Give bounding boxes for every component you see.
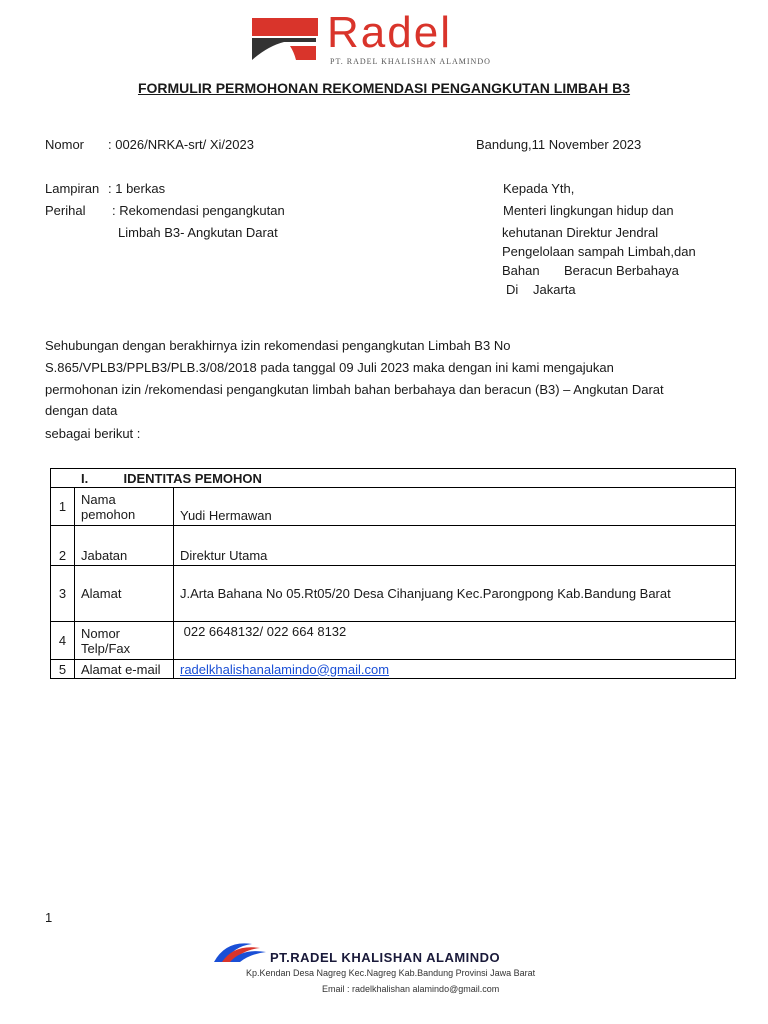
- table-row: [51, 622, 736, 660]
- recipient-line-3: kehutanan Direktur Jendral: [502, 225, 659, 240]
- row-number: 3: [51, 566, 75, 622]
- row-number: 4: [51, 622, 75, 660]
- row-label-line-2: Telp/Fax: [81, 640, 131, 656]
- identity-table: [50, 468, 736, 679]
- row-label: [75, 622, 174, 660]
- logo-subtitle: PT. RADEL KHALISHAN ALAMINDO: [330, 57, 491, 66]
- lampiran-label: Lampiran: [45, 181, 100, 196]
- company-logo: [250, 8, 520, 66]
- row-number: 1: [51, 488, 75, 526]
- table-row: [51, 488, 736, 526]
- recipient-line-5a: Bahan: [502, 263, 540, 278]
- section-title: IDENTITAS PEMOHON: [123, 470, 262, 486]
- recipient-line-4: Pengelolaan sampah Limbah,dan: [502, 244, 696, 259]
- row-label-line-1: Nomor: [81, 625, 121, 641]
- table-row: [51, 660, 736, 679]
- nomor-value: : 0026/NRKA-srt/ Xi/2023: [108, 137, 254, 152]
- row-label-line-1: Nama: [81, 491, 116, 507]
- recipient-line-5b: Beracun Berbahaya: [564, 263, 679, 278]
- logo-mark-icon: [250, 16, 322, 64]
- page-number: 1: [45, 910, 53, 925]
- nomor-label: Nomor: [45, 137, 85, 152]
- footer-email: Email : radelkhalishan alamindo@gmail.com: [322, 984, 500, 994]
- row-value: J.Arta Bahana No 05.Rt05/20 Desa Cihanjuang Kec.Parongpong Kab.Bandung Barat: [174, 566, 736, 622]
- place-date: Bandung,11 November 2023: [476, 137, 642, 152]
- lampiran-value: : 1 berkas: [108, 181, 166, 196]
- row-number: 5: [51, 660, 75, 679]
- section-number: I.: [81, 470, 89, 486]
- row-value: Direktur Utama: [174, 526, 736, 566]
- row-label: Alamat: [75, 566, 174, 622]
- recipient-line-1: Kepada Yth,: [503, 181, 575, 196]
- recipient-line-2: Menteri lingkungan hidup dan: [503, 203, 674, 218]
- perihal-label: Perihal: [45, 203, 86, 218]
- row-label: [75, 488, 174, 526]
- footer-address: Kp.Kendan Desa Nagreg Kec.Nagreg Kab.Bandung Provinsi Jawa Barat: [246, 968, 536, 978]
- body-line-2: S.865/VPLB3/PPLB3/PLB.3/08/2018 pada tanggal 09 Juli 2023 maka dengan ini kami mengajukan: [45, 360, 614, 375]
- table-row: [51, 566, 736, 622]
- footer-company-name: PT.RADEL KHALISHAN ALAMINDO: [270, 950, 501, 965]
- footer-logo-icon: [212, 938, 268, 964]
- body-line-4: dengan data: [45, 403, 118, 418]
- body-line-5: sebagai berikut :: [45, 426, 141, 441]
- recipient-line-6a: Di: [506, 282, 519, 297]
- row-value: Yudi Hermawan: [174, 488, 736, 526]
- row-label: Alamat e-mail: [75, 660, 174, 679]
- perihal-value-1: : Rekomendasi pengangkutan: [112, 203, 285, 218]
- body-line-1: Sehubungan dengan berakhirnya izin rekomendasi pengangkutan Limbah B3 No: [45, 338, 511, 353]
- document-title: FORMULIR PERMOHONAN REKOMENDASI PENGANGKUTAN LIMBAH B3: [137, 80, 631, 96]
- table-section-header: [51, 469, 736, 488]
- row-label-line-2: pemohon: [81, 506, 136, 522]
- row-value: 022 6648132/ 022 664 8132: [174, 622, 736, 660]
- row-number: 2: [51, 526, 75, 566]
- table-row: [51, 526, 736, 566]
- recipient-line-6b: Jakarta: [533, 282, 576, 297]
- body-line-3: permohonan izin /rekomendasi pengangkutan limbah bahan berbahaya dan beracun (B3) – Angkutan Darat: [45, 382, 664, 397]
- row-value: [174, 660, 736, 679]
- perihal-value-2: Limbah B3- Angkutan Darat: [118, 225, 278, 240]
- email-link[interactable]: radelkhalishanalamindo@gmail.com: [180, 661, 390, 677]
- row-label: Jabatan: [75, 526, 174, 566]
- logo-wordmark: Radel: [327, 8, 452, 57]
